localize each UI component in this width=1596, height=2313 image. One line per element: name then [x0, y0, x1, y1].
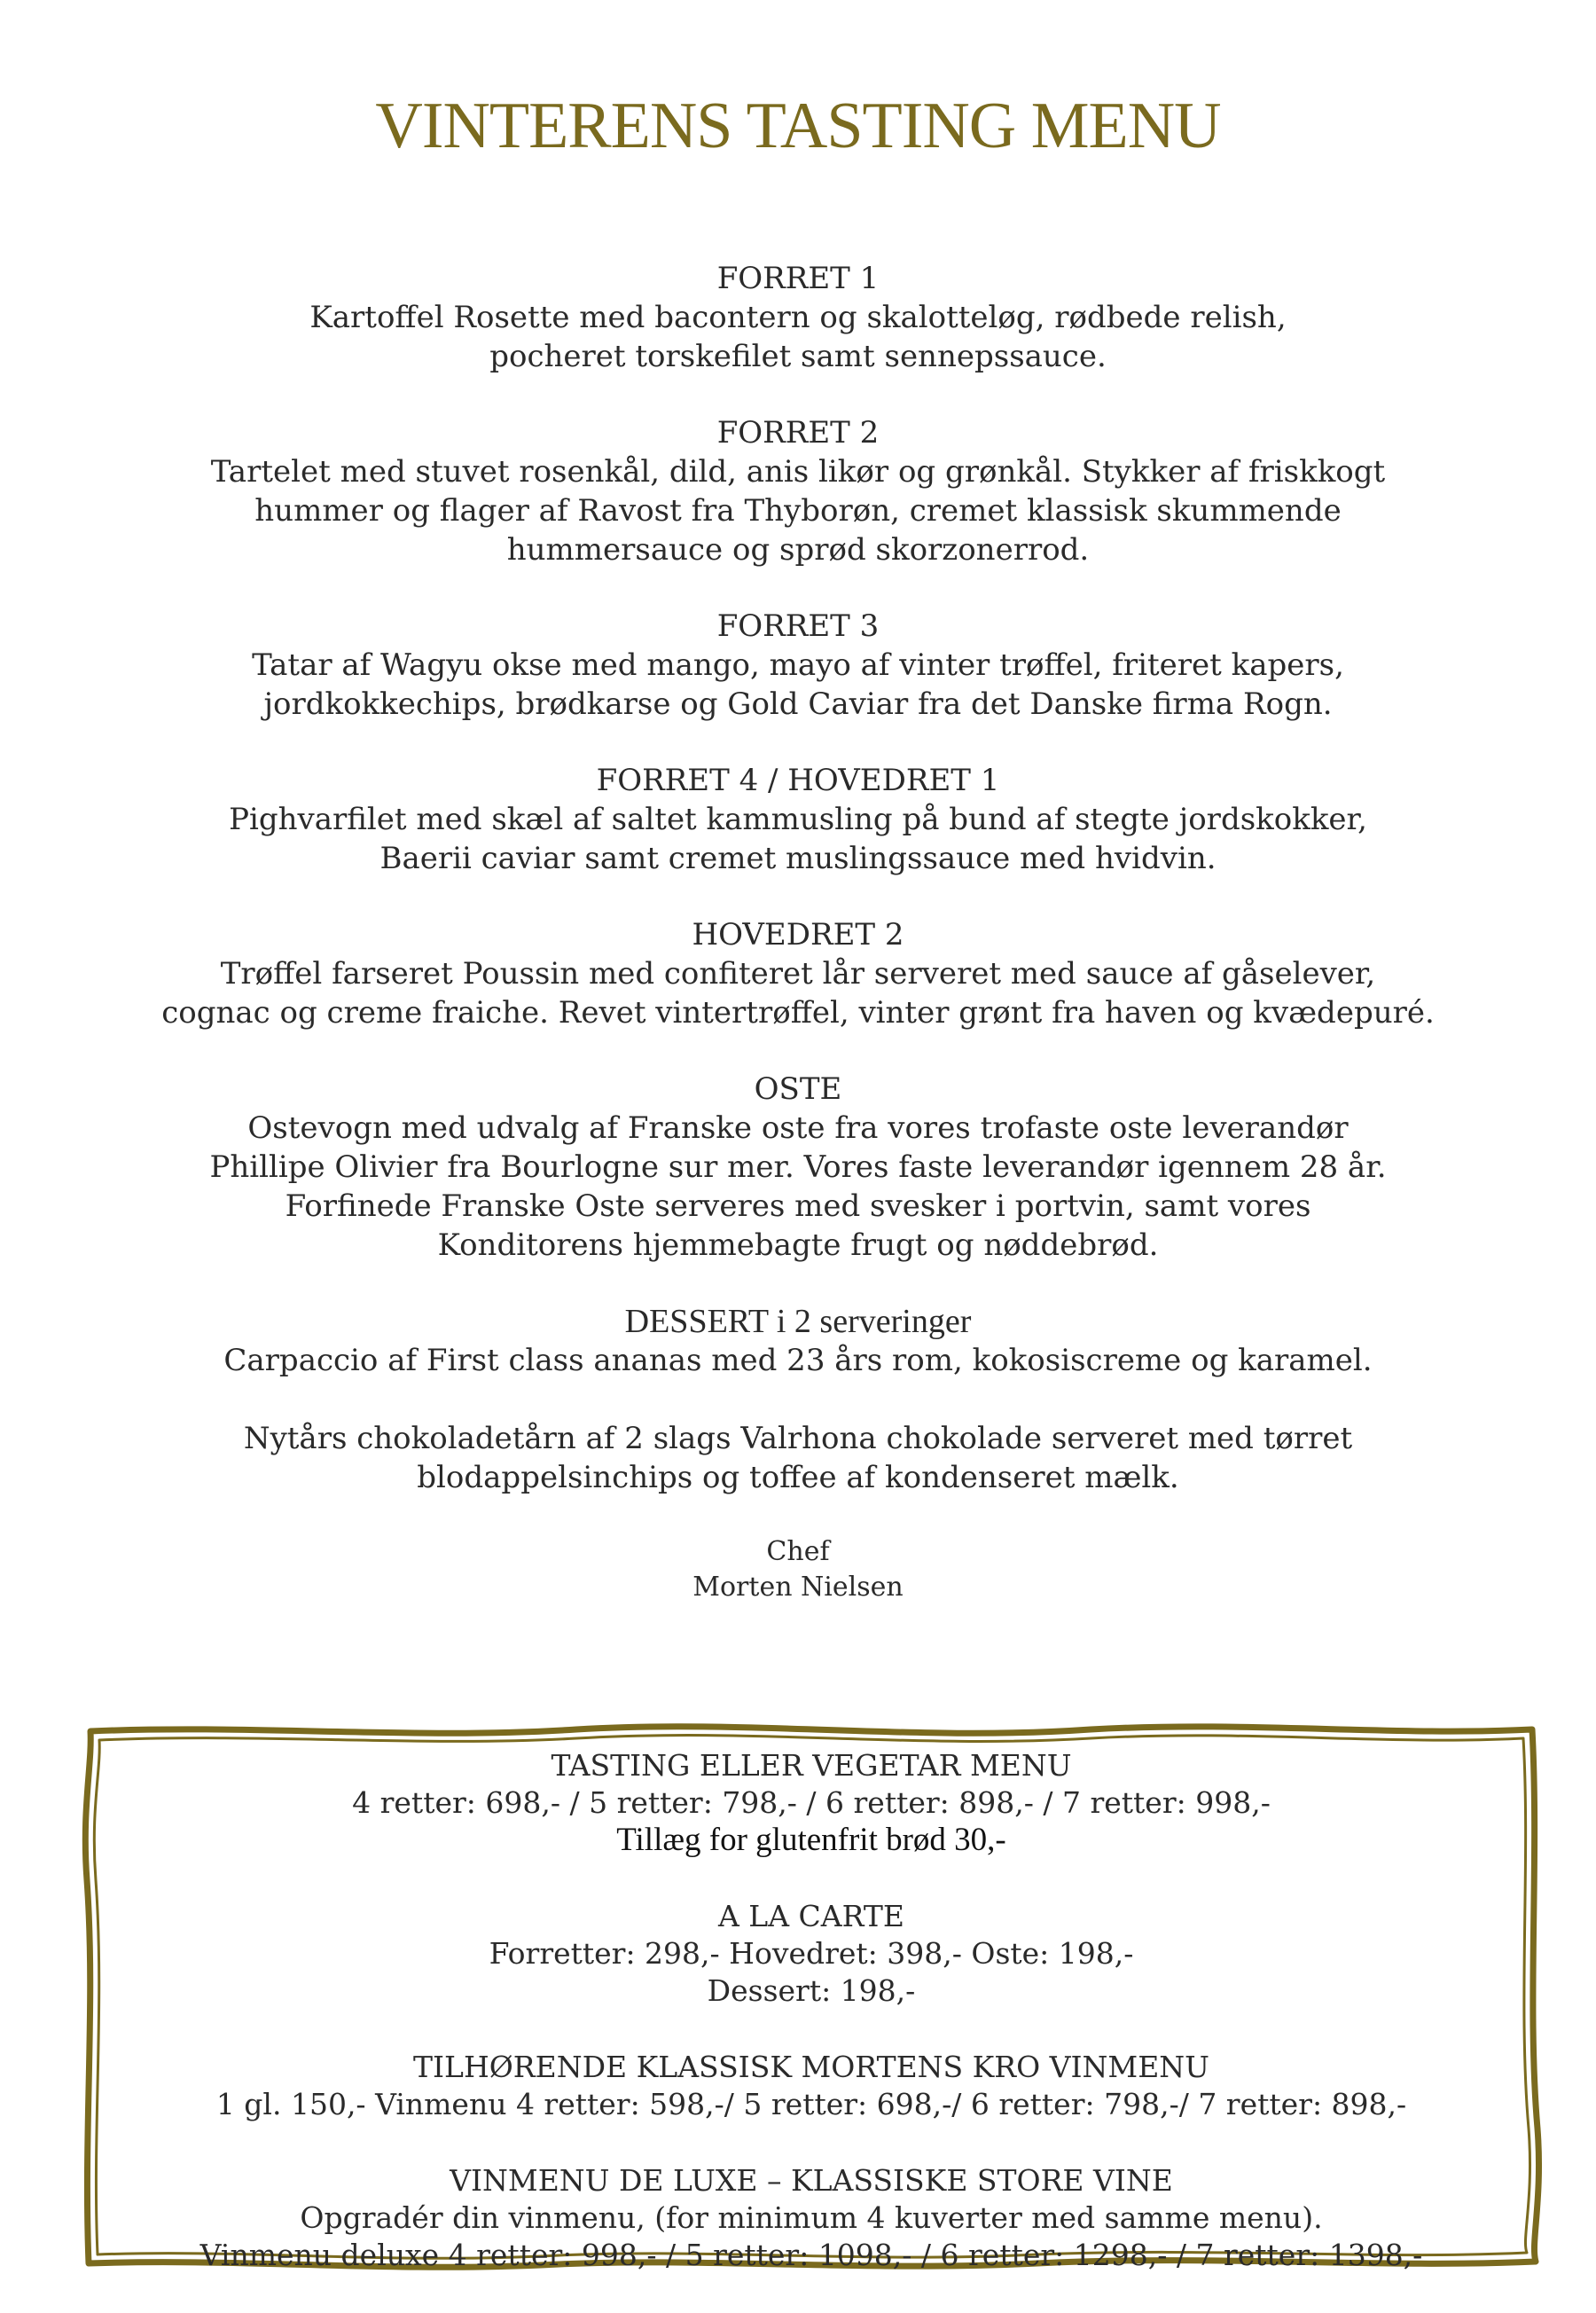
price-heading: VINMENU DE LUXE – KLASSISKE STORE VINE: [450, 2163, 1173, 2198]
price-vinmenu: [80, 2049, 1543, 2123]
price-line: Vinmenu deluxe 4 retter: 998,- / 5 retter: 1098,- / 6 retter: 1298,- / 7 retter: 1398,-: [200, 2238, 1423, 2272]
course-description: Tatar af Wagyu okse med mango, mayo af vinter trøffel, friteret kapers, jordkokkechips, brødkarse og Gold Caviar fra det Danske firma Rogn.: [252, 647, 1344, 722]
course-description-second: Nytårs chokoladetårn af 2 slags Valrhona chokolade serveret med tørret blodappelsinchips og toffee af kondenseret mælk.: [243, 1421, 1353, 1495]
course-title: FORRET 2: [716, 415, 880, 451]
menu-title: VINTERENS TASTING MENU: [375, 90, 1221, 162]
course-description: Trøffel farseret Poussin med confiteret lår serveret med sauce af gåselever, cognac og creme fraiche. Revet vintertrøffel, vinter grønt fra haven og kvædepuré.: [161, 956, 1435, 1031]
course-hovedret-2: [133, 915, 1463, 1032]
course-description: Ostevogn med udvalg af Franske oste fra vores trofaste oste leverandør Phillipe Olivier fra Bourlogne sur mer. Vores faste leverandør igennem 28 år. Forfinede Franske Oste serveres med svesker i portvin, samt vores Konditorens hjemmebagte frugt og nøddebrød.: [209, 1110, 1387, 1263]
course-description: Tartelet med stuvet rosenkål, dild, anis likør og grønkål. Stykker af friskkogt hummer og flager af Ravost fra Thyborøn, cremet klassisk skummende hummersauce og sprød skorzonerrod.: [210, 454, 1386, 568]
course-forret-3: [133, 607, 1463, 724]
course-description: Kartoffel Rosette med bacontern og skalotteløg, rødbede relish, pocheret torskefilet samt sennepssauce.: [309, 300, 1287, 374]
course-forret-1: [133, 259, 1463, 376]
course-title: FORRET 4 / HOVEDRET 1: [596, 763, 1000, 798]
price-box: [80, 1721, 1543, 2270]
price-line: 1 gl. 150,- Vinmenu 4 retter: 598,-/ 5 retter: 698,-/ 6 retter: 798,-/ 7 retter: 898,-: [215, 2087, 1407, 2121]
course-dessert: [133, 1302, 1463, 1497]
price-heading: TASTING ELLER VEGETAR MENU: [551, 1748, 1072, 1783]
course-title: FORRET 1: [716, 261, 880, 296]
price-tasting: [80, 1747, 1543, 1859]
course-title: HOVEDRET 2: [692, 917, 904, 953]
price-note: Tillæg for glutenfrit brød 30,-: [616, 1822, 1006, 1858]
course-description: Pighvarfilet med skæl af saltet kammusling på bund af stegte jordskokker, Baerii caviar samt cremet muslingssauce med hvidvin.: [229, 802, 1367, 876]
price-content: [80, 1747, 1543, 2313]
price-line: Forretter: 298,- Hovedret: 398,- Oste: 198,-: [489, 1936, 1134, 1971]
chef-signature: Chef Morten Nielsen: [692, 1536, 904, 1603]
price-line: 4 retter: 698,- / 5 retter: 798,- / 6 retter: 898,- / 7 retter: 998,-: [352, 1785, 1271, 1820]
course-title: OSTE: [754, 1071, 842, 1107]
price-heading: TILHØRENDE KLASSISK MORTENS KRO VINMENU: [413, 2050, 1209, 2084]
course-oste: [133, 1070, 1463, 1265]
course-forret-2: [133, 413, 1463, 569]
price-a-la-carte: [80, 1898, 1543, 2010]
price-line: Dessert: 198,-: [707, 1973, 916, 2008]
price-line: Opgradér din vinmenu, (for minimum 4 kuverter med samme menu).: [300, 2200, 1323, 2235]
course-forret-4-hovedret-1: [133, 761, 1463, 878]
course-title: DESSERT i 2 serveringer: [624, 1303, 972, 1340]
price-heading: A LA CARTE: [717, 1899, 904, 1933]
course-description: Carpaccio af First class ananas med 23 års rom, kokosiscreme og karamel.: [223, 1343, 1373, 1378]
course-list: [133, 259, 1463, 1605]
price-vinmenu-deluxe: [80, 2162, 1543, 2274]
course-title: FORRET 3: [716, 608, 880, 644]
